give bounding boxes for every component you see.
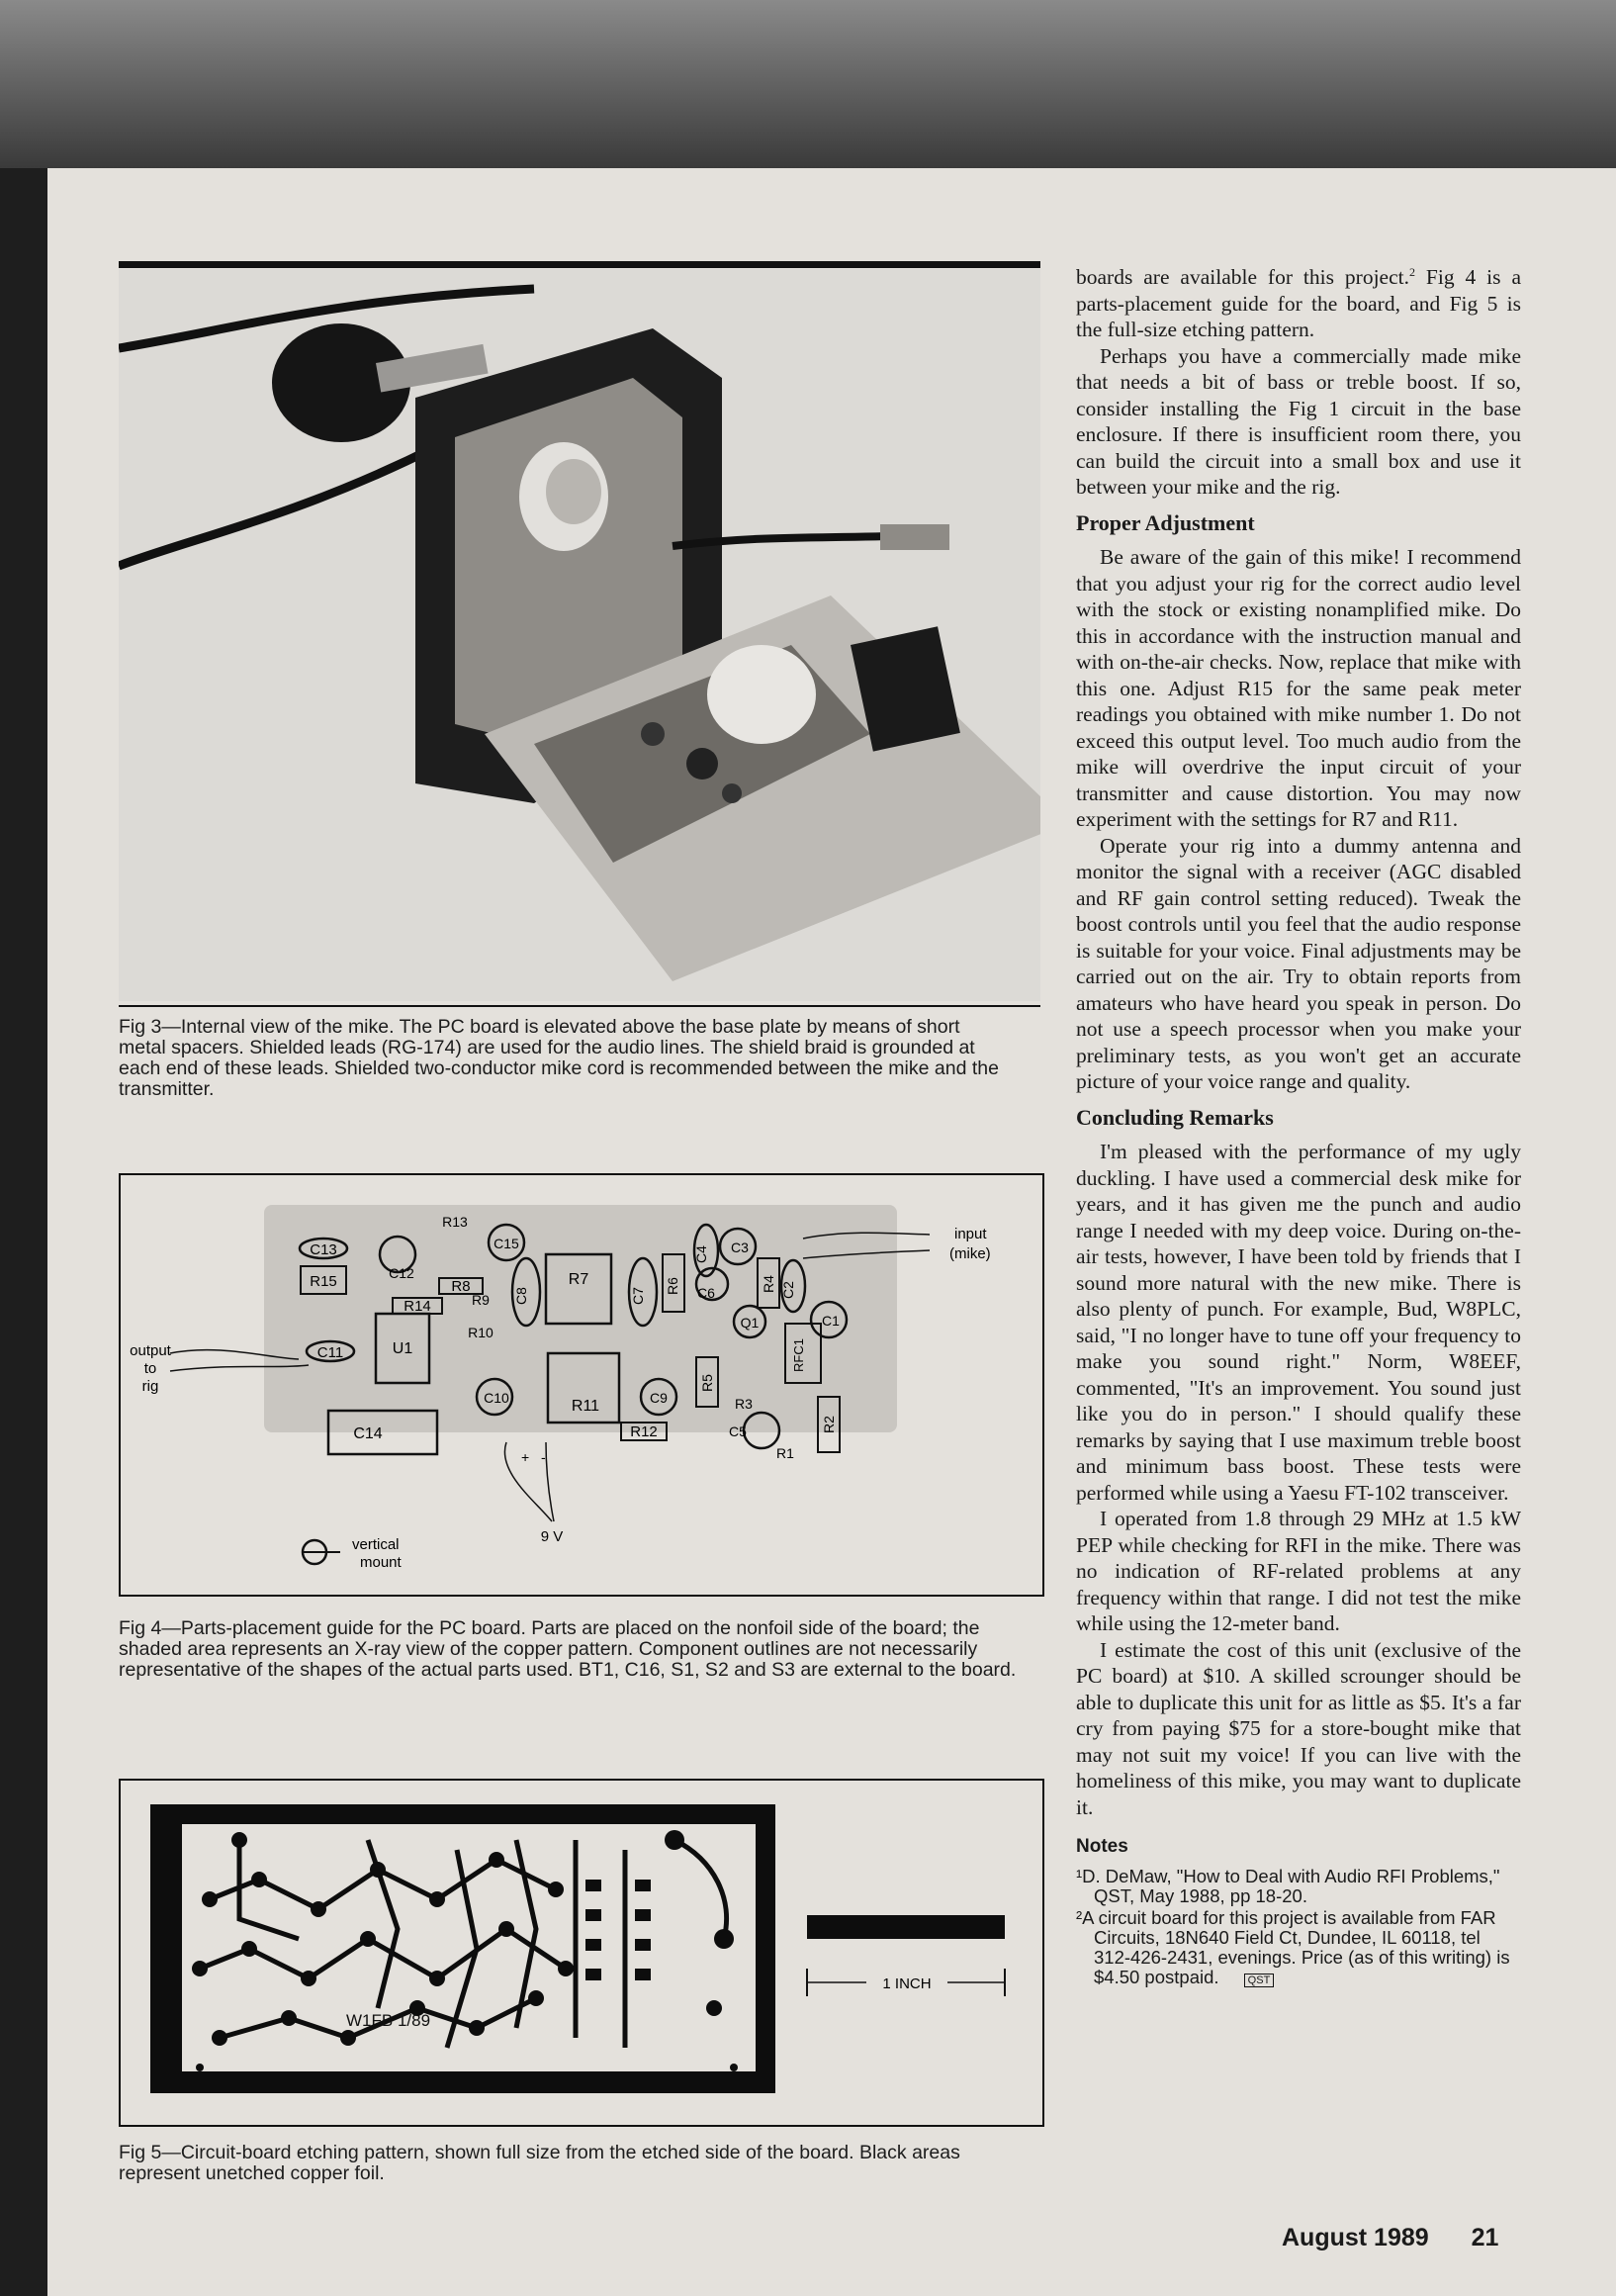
fig4-caption: Fig 4—Parts-placement guide for the PC board. Parts are placed on the nonfoil side of the board; the shaded area represents an X-ray view of the copper pattern. Component outlines are not necessarily representative of the shapes of the actual parts used. BT1, C16, S1, S2 and S3 are external to the board. [119,1617,1017,1681]
part-label-r9: R9 [472,1292,490,1308]
part-label-c9: C9 [650,1390,668,1406]
notes-heading: Notes [1076,1836,1128,1858]
part-label-c12: C12 [389,1265,414,1281]
part-label-r6: R6 [665,1277,680,1295]
part-label-c5: C5 [729,1424,747,1439]
fig4-minus-label: - [541,1449,546,1465]
part-label-c11: C11 [316,1344,344,1361]
fig4-output-label: output [130,1342,171,1359]
fig4-mount-label: mount [360,1554,402,1571]
fig4-mike-label: (mike) [949,1245,991,1262]
part-label-r15: R15 [310,1273,337,1290]
part-label-r2: R2 [821,1416,837,1433]
fig3-caption-rule [119,1005,1040,1007]
part-label-u1: U1 [392,1340,413,1357]
scan-top-shadow [0,0,1616,168]
paragraph-2: Perhaps you have a commercially made mike that needs a bit of bass or treble boost. If so, consider installing the Fig 1 circuit in the base enclosure. If there is insufficient room there, you can build the circuit into a small box and use it between your mike and the rig. [1076,343,1521,500]
fig5-board-label: W1FB 1/89 [346,2011,431,2030]
part-label-c2: C2 [780,1281,796,1299]
part-label-r12: R12 [630,1424,658,1440]
fig5-box [119,1779,1044,2127]
paragraph-7: I estimate the cost of this unit (exclusive of the PC board) at $10. A skilled scrounger should be able to duplicate this unit for as little as $5. It's a far cry from paying $75 for a store-bought mike that may not suit my voice! If you can live with the homeliness of this mike, you may want to duplicate it. [1076,1637,1521,1819]
fig3-caption: Fig 3—Internal view of the mike. The PC board is elevated above the base plate by means of short metal spacers. Shielded leads (RG-174) are used for the audio lines. The shield braid is grounded at each end of these leads. Shielded two-conductor mike cord is recommended between the mike and the transmitter. [119,1016,999,1100]
heading-proper-adjustment: Proper Adjustment [1076,509,1255,535]
part-label-r3: R3 [735,1396,753,1412]
part-label-r13: R13 [442,1214,468,1230]
heading-concluding-remarks: Concluding Remarks [1076,1104,1274,1130]
part-label-c4: C4 [693,1245,709,1263]
fig4-9v-label: 9 V [540,1528,564,1545]
paragraph-3: Be aware of the gain of this mike! I recommend that you adjust your rig for the correct audio level with the stock or existing nonamplified mike. Do this in accordance with the instruction manual and with on-the-air checks. Now, replace that mike with this one. Adjust R15 for the same peak meter readings you obtained with mike number 1. Do not exceed this output level. Too much audio from the mike will overdrive the input circuit of your transmitter and cause distortion. You may now experiment with the settings for R7 and R11. [1076,545,1521,832]
part-label-c13: C13 [310,1241,337,1258]
note-2-text: ²A circuit board for this project is available from FAR Circuits, 18N640 Field Ct, Dundee, IL 60118, tel 312-426-2431, evenings. Price (as of this writing) is $4.50 postpaid. [1076,1906,1510,1987]
part-label-c8: C8 [513,1287,529,1305]
note-2 [1076,1908,1521,1990]
paragraph-6: I operated from 1.8 through 29 MHz at 1.5 kW PEP while checking for RFI in the mike. There was no indication of RF-related problems at any frequency within that range. I did not test the mike while using the 12-meter band. [1076,1507,1521,1636]
fig5-scale-label: 1 INCH [882,1975,932,1992]
part-label-c6: C6 [697,1285,715,1301]
footnote-ref-2: 2 [1408,265,1415,279]
page-footer [1282,2224,1498,2252]
part-label-r4: R4 [761,1275,776,1293]
note-1: ¹D. DeMaw, "How to Deal with Audio RFI Problems," QST, May 1988, pp 18-20. [1076,1865,1500,1906]
part-label-q1: Q1 [740,1315,760,1331]
scan-left-edge [0,168,47,2296]
fig4-to-label: to [143,1360,157,1377]
right-column [1076,259,1521,1992]
fig4-rig-label: rig [141,1378,159,1395]
part-label-r1: R1 [776,1445,794,1461]
part-label-r14: R14 [404,1298,431,1315]
fig5-caption: Fig 5—Circuit-board etching pattern, shown full size from the etched side of the board. Black areas represent unetched copper foil. [119,2142,960,2184]
p1-text: boards are available for this project.$^2$ Fig 4 is a parts-placement guide for the board, and Fig 5 is the full-size etching pattern. [1076,265,1521,342]
fig4-parts-placement [121,1175,1042,1595]
part-label-rfc1: RFC1 [791,1338,806,1372]
part-label-r11: R11 [571,1398,600,1415]
part-label-r5: R5 [699,1374,715,1392]
fig4-plus-label: + [521,1449,530,1465]
part-label-c3: C3 [731,1240,749,1255]
fig5-etching-pattern [121,1781,1042,2125]
fig4-input-label: input [954,1226,987,1242]
footer-issue: August 1989 [1282,2224,1429,2251]
fig4-box [119,1173,1044,1597]
part-label-r10: R10 [468,1325,494,1340]
qst-end-mark: QST [1244,1974,1275,1987]
part-label-c1: C1 [822,1313,840,1329]
part-label-c7: C7 [630,1287,646,1305]
footer-page-number: 21 [1471,2224,1499,2251]
part-label-c14: C14 [353,1425,383,1442]
top-rule [119,261,1040,268]
mike-internal-photo [119,269,1040,1001]
fig4-vertical-label: vertical [352,1536,400,1553]
paragraph-4: Operate your rig into a dummy antenna and monitor the signal with a receiver (AGC disabled and RF gain control setting reduced). Tweak the boost controls until you feel that the audio response is suitable for your voice. Final adjustments may be carried out on the air. Try to obtain reports from amateurs who have heard you speak in person. Do not use a speech processor when you make your preliminary tests, as you won't get an accurate picture of your voice range and quality. [1076,833,1521,1094]
part-label-c15: C15 [494,1236,519,1251]
fig3-photo [119,269,1040,1001]
part-label-r7: R7 [568,1271,589,1288]
part-label-c10: C10 [484,1390,509,1406]
paragraph-1 [1076,259,1521,343]
part-label-r8: R8 [451,1278,471,1295]
paragraph-5: I'm pleased with the performance of my ugly duckling. I have used a commercial desk mike for years, and it has given me the punch and audio range I needed with my deep voice. During on-the-air tests, however, I have been told by friends that I sound more natural with the new mike. There is also plenty of punch. For example, Bud, W8PLC, said, "I no longer have to tune off your frequency to make you sound right." Norm, W8EEF, commented, "It's an improvement. You sound just like you do in person." I should qualify these remarks by saying that I use maximum treble boost and minimum bass boost. These tests were performed while using a Yaesu FT-102 transceiver. [1076,1140,1521,1505]
scale-bar [807,1915,1005,1939]
